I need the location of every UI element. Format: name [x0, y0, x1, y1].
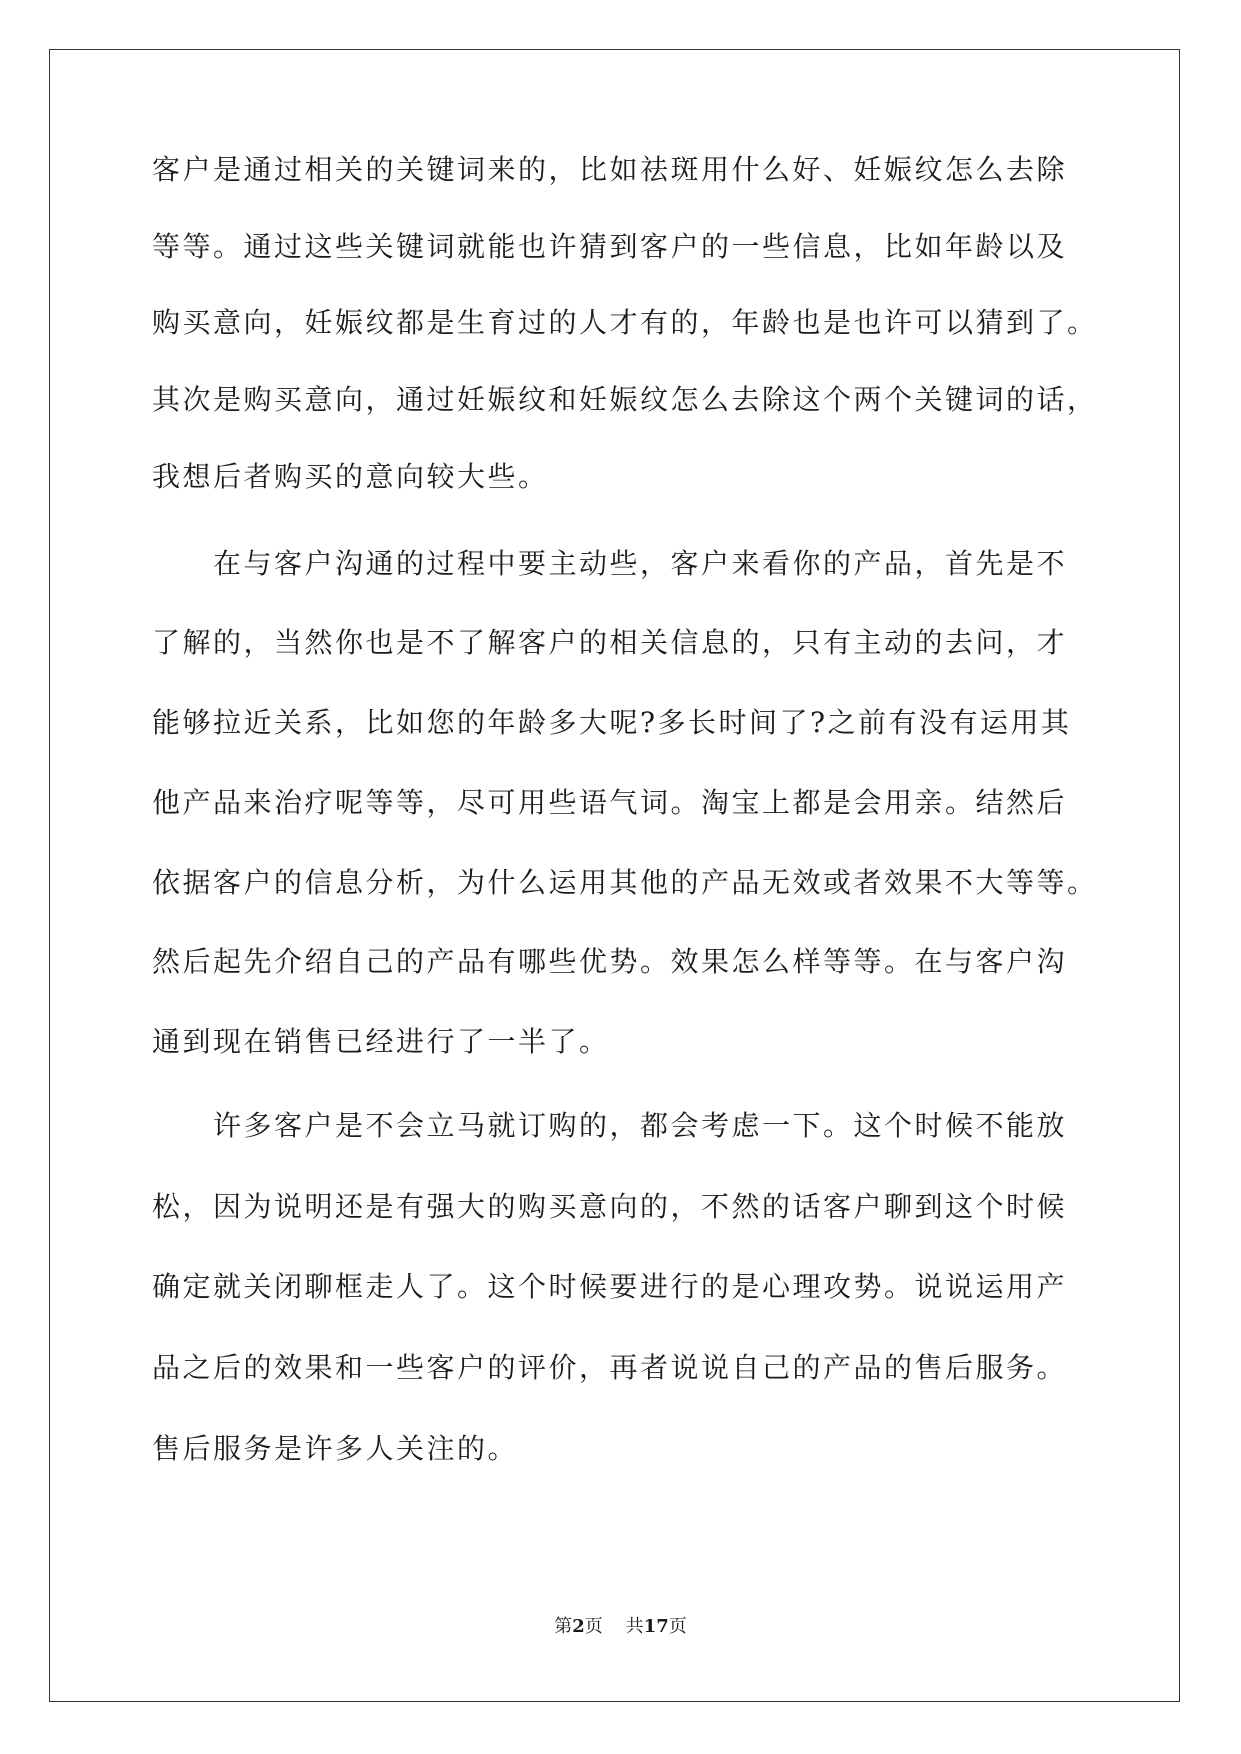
text-line: 购买意向，妊娠纹都是生育过的人才有的，年龄也是也许可以猜到了。	[152, 306, 1098, 339]
total-pages-number: 17	[643, 1616, 669, 1637]
text-line: 然后起先介绍自己的产品有哪些优势。效果怎么样等等。在与客户沟	[152, 945, 1068, 978]
text-line: 了解的，当然你也是不了解客户的相关信息的，只有主动的去问，才	[152, 626, 1068, 659]
text-line: 依据客户的信息分析，为什么运用其他的产品无效或者效果不大等等。	[152, 866, 1098, 899]
text-line: 能够拉近关系，比如您的年龄多大呢?多长时间了?之前有没有运用其	[152, 706, 1072, 739]
text-line: 售后服务是许多人关注的。	[152, 1432, 519, 1465]
total-prefix: 共	[625, 1616, 644, 1637]
total-suffix: 页	[668, 1616, 687, 1637]
text-line: 他产品来治疗呢等等，尽可用些语气词。淘宝上都是会用亲。结然后	[152, 786, 1068, 819]
current-page-number: 2	[572, 1616, 585, 1637]
text-line: 其次是购买意向，通过妊娠纹和妊娠纹怎么去除这个两个关键词的话，	[152, 383, 1098, 416]
page-prefix: 第	[554, 1616, 573, 1637]
paragraph-first-line: 在与客户沟通的过程中要主动些，客户来看你的产品，首先是不	[213, 547, 1068, 580]
page-suffix: 页	[584, 1616, 603, 1637]
text-line: 我想后者购买的意向较大些。	[152, 460, 549, 493]
text-line: 客户是通过相关的关键词来的，比如祛斑用什么好、妊娠纹怎么去除	[152, 153, 1068, 186]
paragraph-first-line: 许多客户是不会立马就订购的，都会考虑一下。这个时候不能放	[213, 1109, 1068, 1142]
text-line: 等等。通过这些关键词就能也许猜到客户的一些信息，比如年龄以及	[152, 230, 1068, 263]
text-line: 松，因为说明还是有强大的购买意向的，不然的话客户聊到这个时候	[152, 1190, 1068, 1223]
text-line: 通到现在销售已经进行了一半了。	[152, 1025, 610, 1058]
page-number-footer	[0, 1616, 1241, 1638]
text-line: 品之后的效果和一些客户的评价，再者说说自己的产品的售后服务。	[152, 1351, 1068, 1384]
text-line: 确定就关闭聊框走人了。这个时候要进行的是心理攻势。说说运用产	[152, 1270, 1068, 1303]
